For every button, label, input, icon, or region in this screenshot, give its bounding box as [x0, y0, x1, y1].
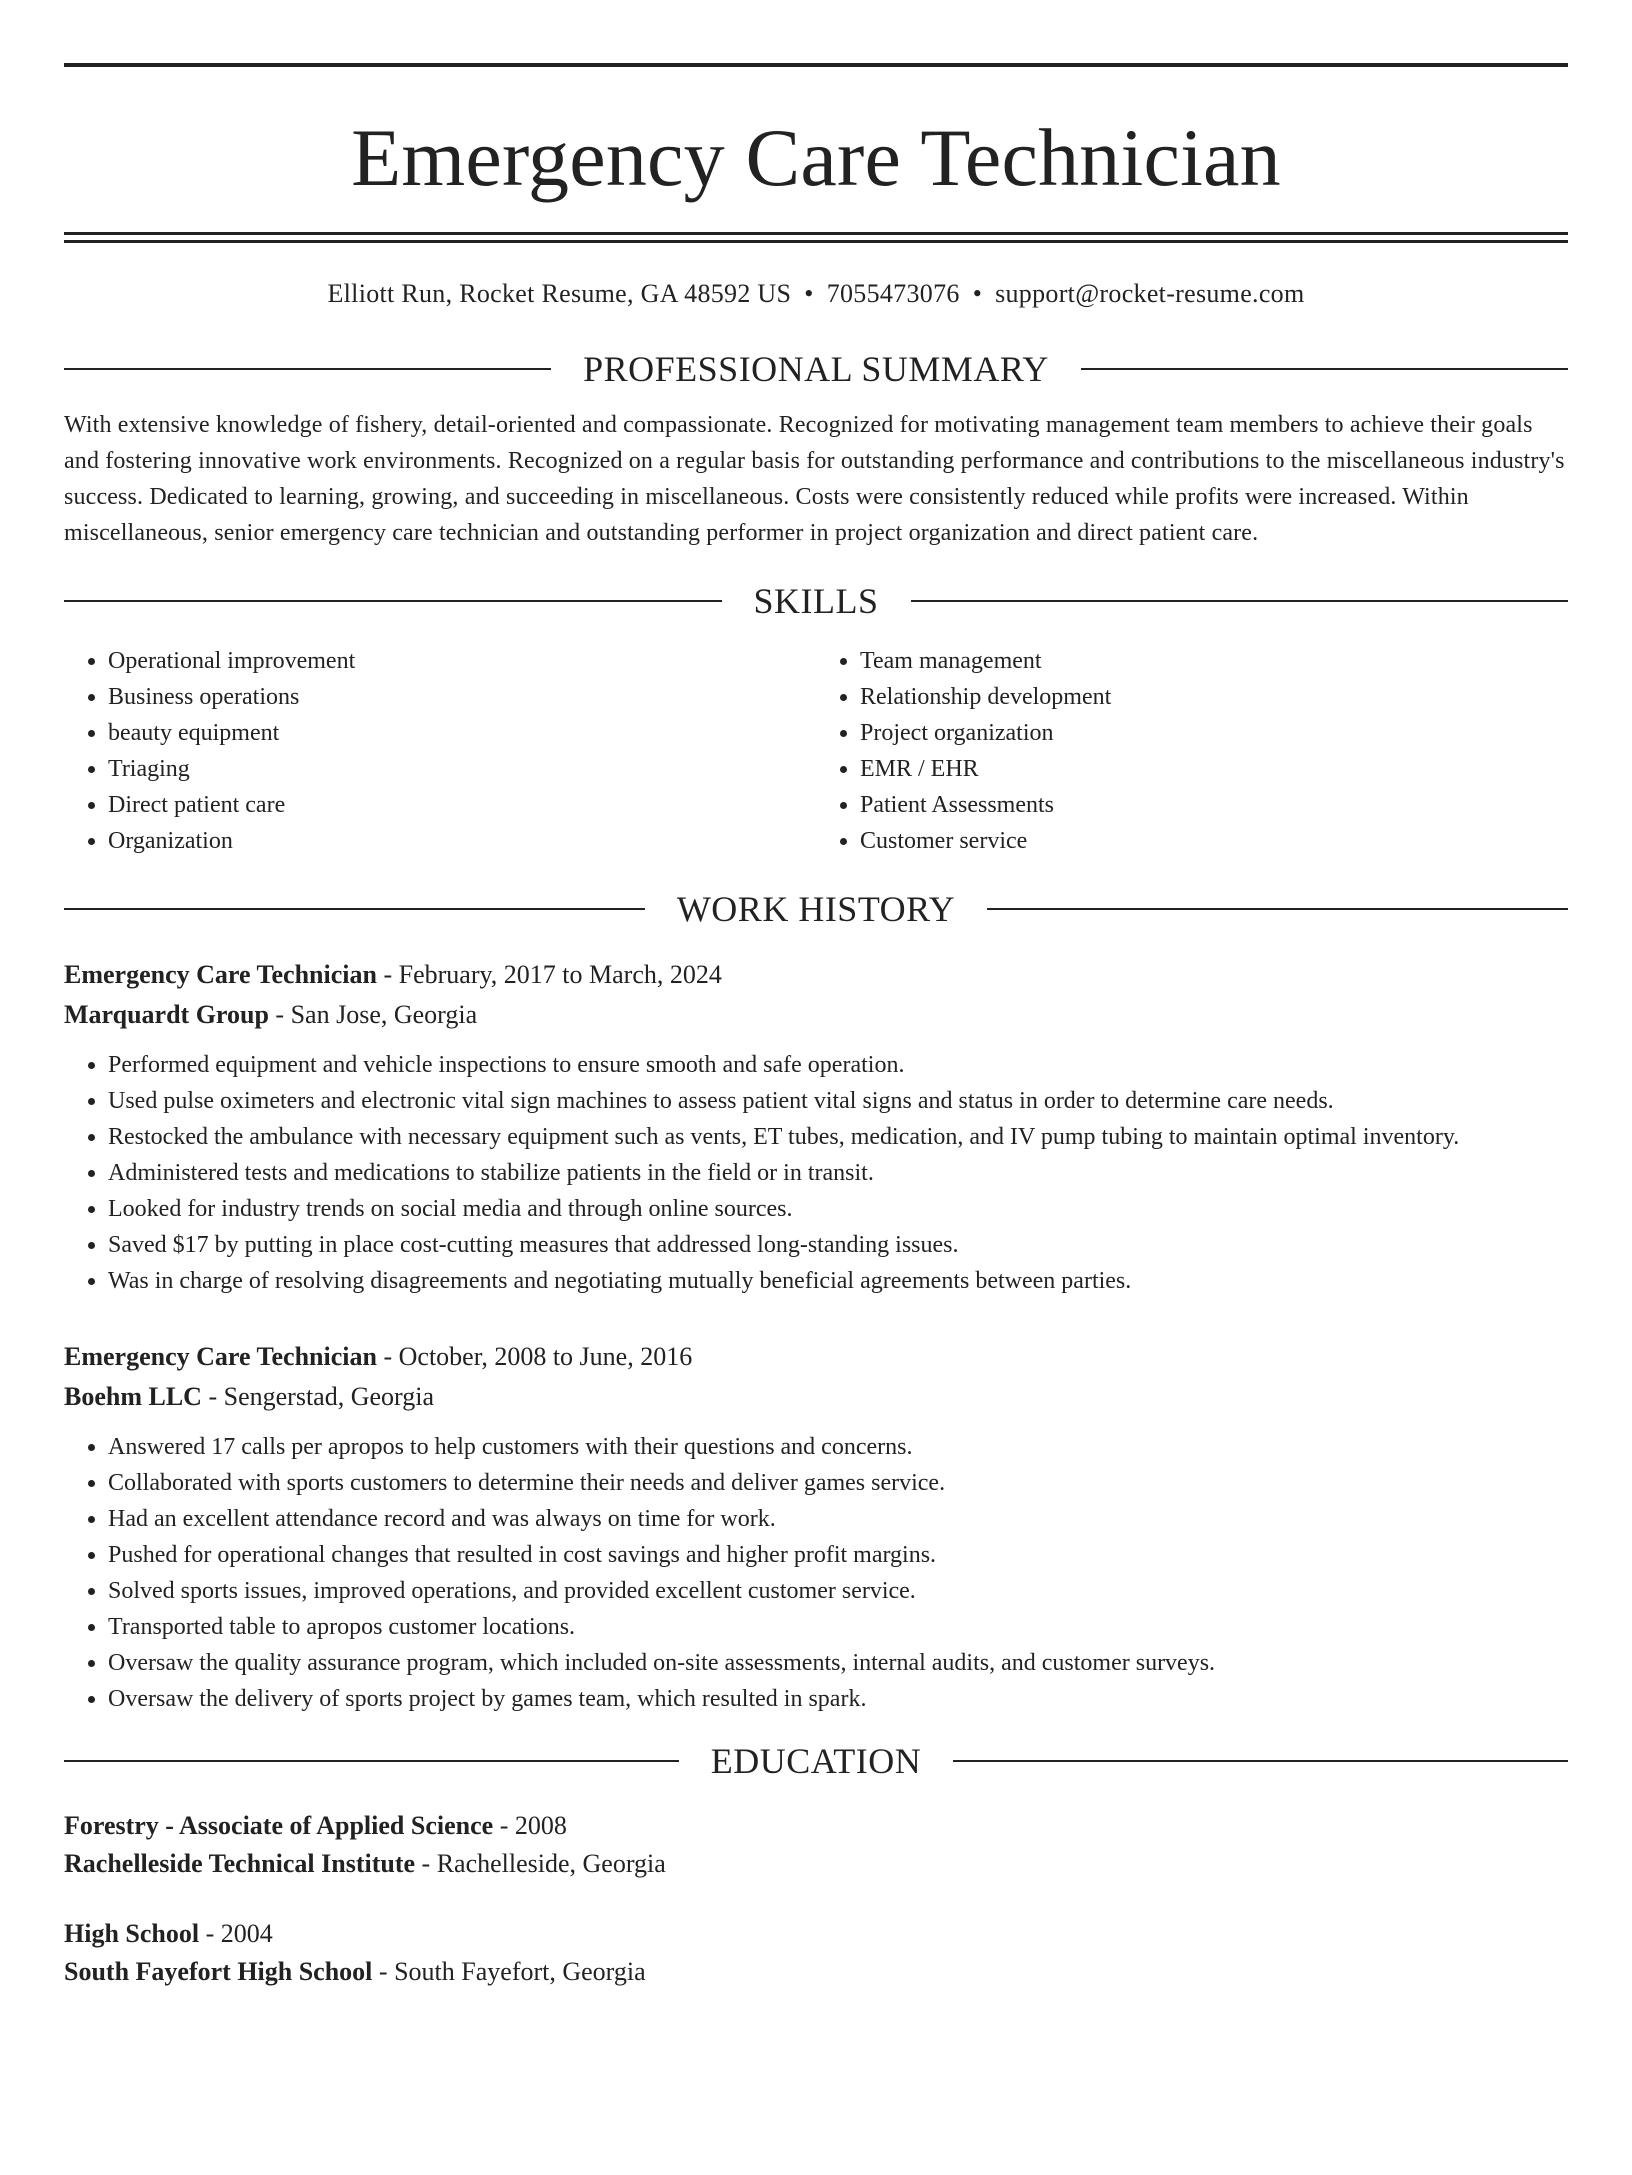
education-heading	[64, 1739, 1568, 1783]
skills-column-right	[816, 643, 1568, 859]
contact-line	[64, 277, 1568, 311]
job-dates: October, 2008 to June, 2016	[398, 1342, 693, 1371]
job-bullet: • Pushed for operational changes that resulted in cost savings and higher profit margins.	[108, 1537, 1568, 1573]
education-year: 2008	[514, 1811, 567, 1840]
job-bullet: • Restocked the ambulance with necessary equipment such as vents, ET tubes, medication, and IV pump tubing to maintain optimal inventory.	[108, 1119, 1568, 1155]
skills-title: SKILLS	[753, 581, 879, 621]
education-location: South Fayefort, Georgia	[394, 1957, 646, 1986]
dash: -	[376, 960, 399, 989]
skill-item: • Team management	[860, 643, 1568, 679]
contact-address: Elliott Run, Rocket Resume, GA 48592 US	[327, 279, 792, 308]
education-entry	[64, 1807, 1568, 1883]
job-bullet: • Had an excellent attendance record and was always on time for work.	[108, 1501, 1568, 1537]
education-school-line	[64, 1953, 1568, 1991]
skill-item: • Organization	[108, 823, 816, 859]
dash: -	[268, 1000, 291, 1029]
job-bullet: • Answered 17 calls per apropos to help customers with their questions and concerns.	[108, 1429, 1568, 1465]
job-bullet: • Used pulse oximeters and electronic vital sign machines to assess patient vital signs and status in order to determine care needs.	[108, 1083, 1568, 1119]
heading-rule	[953, 1760, 1568, 1762]
job-entry	[64, 1337, 1568, 1717]
job-dates: February, 2017 to March, 2024	[398, 960, 722, 989]
education-title: EDUCATION	[710, 1741, 922, 1781]
heading-rule	[64, 1760, 679, 1762]
skill-item: • Customer service	[860, 823, 1568, 859]
skills-list	[64, 643, 1568, 859]
job-company: Boehm LLC	[64, 1382, 202, 1411]
dash: -	[199, 1919, 221, 1948]
job-company: Marquardt Group	[64, 1000, 269, 1029]
dash: -	[376, 1342, 399, 1371]
skill-item: • Relationship development	[860, 679, 1568, 715]
contact-separator: •	[972, 279, 983, 308]
heading-rule	[64, 368, 551, 370]
job-role-line	[64, 955, 1568, 995]
dash: -	[415, 1849, 437, 1878]
education-degree-line	[64, 1807, 1568, 1845]
double-rule	[64, 232, 1568, 243]
job-role: Emergency Care Technician	[64, 1342, 377, 1371]
contact-separator: •	[804, 279, 814, 308]
job-bullets	[64, 1047, 1568, 1299]
education-degree: Forestry - Associate of Applied Science	[64, 1811, 494, 1840]
skill-item: • Triaging	[108, 751, 816, 787]
dash: -	[201, 1382, 224, 1411]
heading-rule	[64, 908, 645, 910]
skill-item: • EMR / EHR	[860, 751, 1568, 787]
job-bullets	[64, 1429, 1568, 1717]
top-rule	[64, 63, 1568, 67]
job-company-line	[64, 1377, 1568, 1417]
education-entry	[64, 1915, 1568, 1991]
heading-rule	[64, 600, 722, 602]
work-heading	[64, 887, 1568, 931]
heading-rule	[911, 600, 1569, 602]
job-role-line	[64, 1337, 1568, 1377]
job-bullet: • Oversaw the quality assurance program, which included on-site assessments, internal audits, and customer surveys.	[108, 1645, 1568, 1681]
education-school-line	[64, 1845, 1568, 1883]
education-degree-line	[64, 1915, 1568, 1953]
resume-page	[0, 63, 1632, 2175]
skill-item: • Project organization	[860, 715, 1568, 751]
job-bullet: • Saved $17 by putting in place cost-cutting measures that addressed long-standing issues.	[108, 1227, 1568, 1263]
skills-column-left	[64, 643, 816, 859]
job-company-line	[64, 995, 1568, 1035]
heading-rule	[1081, 368, 1568, 370]
job-bullet: • Was in charge of resolving disagreements and negotiating mutually beneficial agreements between parties.	[108, 1263, 1568, 1299]
skill-item: • Business operations	[108, 679, 816, 715]
education-location: Rachelleside, Georgia	[436, 1849, 666, 1878]
job-location: Sengerstad, Georgia	[223, 1382, 434, 1411]
summary-heading	[64, 347, 1568, 391]
skills-heading	[64, 579, 1568, 623]
job-role: Emergency Care Technician	[64, 960, 377, 989]
job-bullet: • Solved sports issues, improved operations, and provided excellent customer service.	[108, 1573, 1568, 1609]
summary-title: PROFESSIONAL SUMMARY	[583, 349, 1049, 389]
job-entry	[64, 955, 1568, 1299]
skill-item: • Operational improvement	[108, 643, 816, 679]
job-location: San Jose, Georgia	[290, 1000, 478, 1029]
work-title: WORK HISTORY	[676, 889, 956, 929]
skill-item: • Direct patient care	[108, 787, 816, 823]
dash: -	[372, 1957, 395, 1986]
education-school: Rachelleside Technical Institute	[64, 1849, 416, 1878]
education-degree: High School	[64, 1919, 200, 1948]
summary-text: With extensive knowledge of fishery, detail-oriented and compassionate. Recognized for motivating management team members to achieve their goals and fostering innovative work environments. Recognized on a regular basis for outstanding performance and contributions to the miscellaneous industry's success. Dedicated to learning, growing, and succeeding in miscellaneous. Costs were consistently reduced while profits were increased. Within miscellaneous, senior emergency care technician and outstanding performer in project organization and direct patient care.	[64, 412, 1565, 546]
contact-phone: 7055473076	[826, 279, 960, 308]
dash: -	[493, 1811, 515, 1840]
contact-email: support@rocket-resume.com	[995, 279, 1305, 308]
job-bullet: • Looked for industry trends on social media and through online sources.	[108, 1191, 1568, 1227]
job-bullet: • Oversaw the delivery of sports project by games team, which resulted in spark.	[108, 1681, 1568, 1717]
heading-rule	[987, 908, 1568, 910]
skill-item: • Patient Assessments	[860, 787, 1568, 823]
job-bullet: • Performed equipment and vehicle inspections to ensure smooth and safe operation.	[108, 1047, 1568, 1083]
job-bullet: • Collaborated with sports customers to determine their needs and deliver games service.	[108, 1465, 1568, 1501]
job-bullet: • Administered tests and medications to stabilize patients in the field or in transit.	[108, 1155, 1568, 1191]
education-school: South Fayefort High School	[64, 1957, 373, 1986]
skill-item: • beauty equipment	[108, 715, 816, 751]
education-year: 2004	[220, 1919, 273, 1948]
resume-name: Emergency Care Technician	[351, 112, 1281, 203]
job-bullet: • Transported table to apropos customer locations.	[108, 1609, 1568, 1645]
